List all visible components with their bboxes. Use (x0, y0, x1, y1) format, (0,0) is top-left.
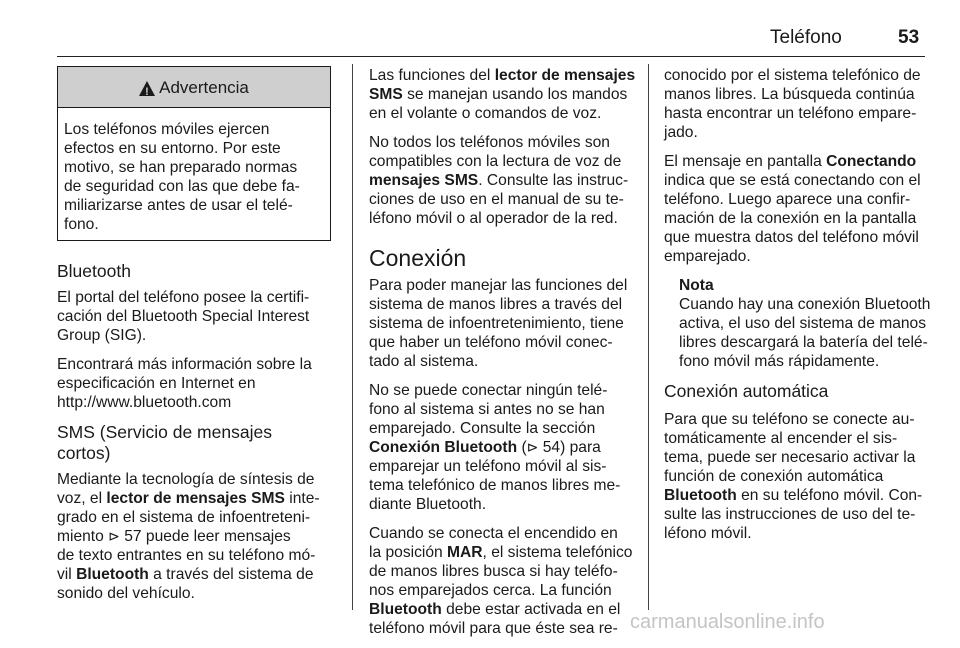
watermark: carmanualsonline.info (630, 611, 825, 633)
text-line: sulte las instrucciones de uso del te- (664, 506, 916, 523)
note-box (664, 276, 940, 371)
heading-line: SMS (Servicio de mensajes (57, 422, 272, 442)
paragraph (369, 381, 645, 514)
heading-line: cortos) (57, 443, 111, 463)
bold-term: MAR (447, 544, 483, 561)
text-line: en el volante o comandos de voz. (369, 105, 602, 122)
text-line: emparejar un teléfono móvil al sis- (369, 458, 607, 475)
paragraph (369, 133, 645, 228)
text-line: Conexión Bluetooth (⊳ 54) para (369, 439, 601, 456)
bold-term: Conectando (826, 153, 917, 170)
bold-term: Conexión Bluetooth (369, 439, 518, 456)
text-line: Mediante la tecnología de síntesis de (57, 471, 315, 488)
warning-box (57, 66, 331, 241)
text-line: SMS se manejan usando los mandos (369, 86, 628, 103)
text-line: tema telefónico de manos libres me- (369, 477, 621, 494)
text-line: tomáticamente al encender el sis- (664, 430, 898, 447)
column-divider-2 (648, 64, 649, 610)
paragraph (57, 470, 333, 603)
text-line: miliarizarse antes de usar el telé- (64, 197, 293, 214)
warning-text (58, 108, 330, 240)
text-line: Para que su teléfono se conecte au- (664, 411, 915, 428)
warning-triangle-icon (139, 81, 155, 96)
section-heading-conexion: Conexión (369, 245, 467, 271)
column-divider-1 (352, 64, 353, 610)
text-line: léfono móvil. (664, 525, 752, 542)
text-line: emparejado. (664, 248, 751, 265)
text-line: cación del Bluetooth Special Interest (57, 308, 310, 325)
paragraph (664, 152, 940, 266)
bold-term: lector de mensajes SMS (106, 490, 285, 507)
bold-term: Bluetooth (76, 566, 149, 583)
text-line: conocido por el sistema telefónico de (664, 67, 921, 84)
text-line: de texto entrantes en su teléfono mó- (57, 547, 316, 564)
section-heading-sms (57, 422, 333, 464)
text-line: función de conexión automática (664, 468, 884, 485)
page-reference-arrow-icon: ⊳ (526, 439, 539, 455)
text-line: No todos los teléfonos móviles son (369, 134, 610, 151)
text-line: jado. (664, 124, 698, 141)
paragraph (369, 66, 645, 123)
text-line: indica que se está conectando con el (664, 172, 921, 189)
text-line: hasta encontrar un teléfono empare- (664, 105, 917, 122)
text-line: grado en el sistema de infoentreteni- (57, 509, 311, 526)
section-heading-bluetooth: Bluetooth (57, 261, 131, 281)
text-line: tema, puede ser necesario activar la (664, 449, 916, 466)
text-line: sonido del vehículo. (57, 585, 195, 602)
text-line: que haber un teléfono móvil conec- (369, 334, 613, 351)
text-line: de manos libres busca si hay teléfo- (369, 563, 618, 580)
header-rule (57, 56, 925, 57)
warning-header (58, 67, 330, 108)
text-line: Cuando hay una conexión Bluetooth (679, 296, 931, 313)
text-line: libres descargará la batería del telé- (679, 334, 928, 351)
text-line: Group (SIG). (57, 327, 147, 344)
text-line: léfono móvil o al operador de la red. (369, 210, 618, 227)
bold-term: lector de mensajes (494, 67, 636, 84)
note-title: Nota (679, 277, 714, 294)
text-line: fono. (64, 216, 99, 233)
page-number: 53 (898, 27, 920, 48)
url-text: http://www.bluetooth.com (57, 394, 232, 411)
paragraph (664, 66, 940, 142)
paragraph (57, 355, 333, 412)
bold-term: Bluetooth (664, 487, 737, 504)
column-2 (369, 66, 645, 648)
text-line: teléfono móvil para que éste sea re- (369, 620, 618, 637)
warning-title: Advertencia (159, 77, 249, 97)
text-line: mensajes SMS. Consulte las instruc- (369, 172, 629, 189)
text-line: No se puede conectar ningún telé- (369, 382, 608, 399)
text-line: El mensaje en pantalla Conectando (664, 153, 917, 170)
text-line: sistema de infoentretenimiento, tiene (369, 315, 624, 332)
paragraph (57, 288, 333, 345)
text-line: activa, el uso del sistema de manos (679, 315, 927, 332)
text-line: que muestra datos del teléfono móvil (664, 229, 919, 246)
page-reference[interactable]: 57 (124, 528, 142, 545)
page-reference[interactable]: 54 (542, 439, 561, 456)
text-line: fono al sistema si antes no se han (369, 401, 605, 418)
text-line: Bluetooth en su teléfono móvil. Con- (664, 487, 923, 504)
column-1 (57, 66, 333, 613)
text-line: ciones de uso en el manual de su te- (369, 191, 624, 208)
paragraph (369, 524, 645, 638)
header-title: Teléfono (770, 27, 842, 48)
text-line: Encontrará más información sobre la (57, 356, 312, 373)
text-line: efectos en su entorno. Por este (64, 140, 281, 157)
text-line: vil Bluetooth a través del sistema de (57, 566, 314, 583)
paragraph (369, 276, 645, 371)
text-line: Cuando se conecta el encendido en (369, 525, 618, 542)
text-line: Los teléfonos móviles ejercen (64, 121, 270, 138)
text-line: emparejado. Consulte la sección (369, 420, 596, 437)
page-reference-arrow-icon: ⊳ (108, 528, 120, 544)
paragraph (664, 410, 940, 543)
text-line: sistema de manos libres a través del (369, 296, 623, 313)
column-3 (664, 66, 940, 553)
text-line: la posición MAR, el sistema telefónico (369, 544, 633, 561)
text-line: tado al sistema. (369, 353, 479, 370)
text-line: miento ⊳ 57 puede leer mensajes (57, 528, 291, 545)
section-heading-auto-connection: Conexión automática (664, 381, 829, 401)
text-line: Las funciones del lector de mensajes (369, 67, 636, 84)
text-line: Para poder manejar las funciones del (369, 277, 628, 294)
text-line: teléfono. Luego aparece una confir- (664, 191, 911, 208)
text-line: fono móvil más rápidamente. (679, 353, 880, 370)
text-line: especificación en Internet en (57, 375, 256, 392)
bold-term: Bluetooth (369, 601, 442, 618)
text-line: voz, el lector de mensajes SMS inte- (57, 490, 320, 507)
text-line: de seguridad con las que debe fa- (64, 178, 300, 195)
bold-term: SMS (369, 86, 403, 103)
text-line: Bluetooth debe estar activada en el (369, 601, 621, 618)
text-line: manos libres. La búsqueda continúa (664, 86, 915, 103)
text-line: motivo, se han preparado normas (64, 159, 298, 176)
text-line: compatibles con la lectura de voz de (369, 153, 622, 170)
text-line: El portal del teléfono posee la certifi- (57, 289, 310, 306)
text-line: diante Bluetooth. (369, 496, 487, 513)
bold-term: mensajes SMS (369, 172, 479, 189)
text-line: mación de la conexión en la pantalla (664, 210, 917, 227)
text-line: nos emparejados cerca. La función (369, 582, 612, 599)
